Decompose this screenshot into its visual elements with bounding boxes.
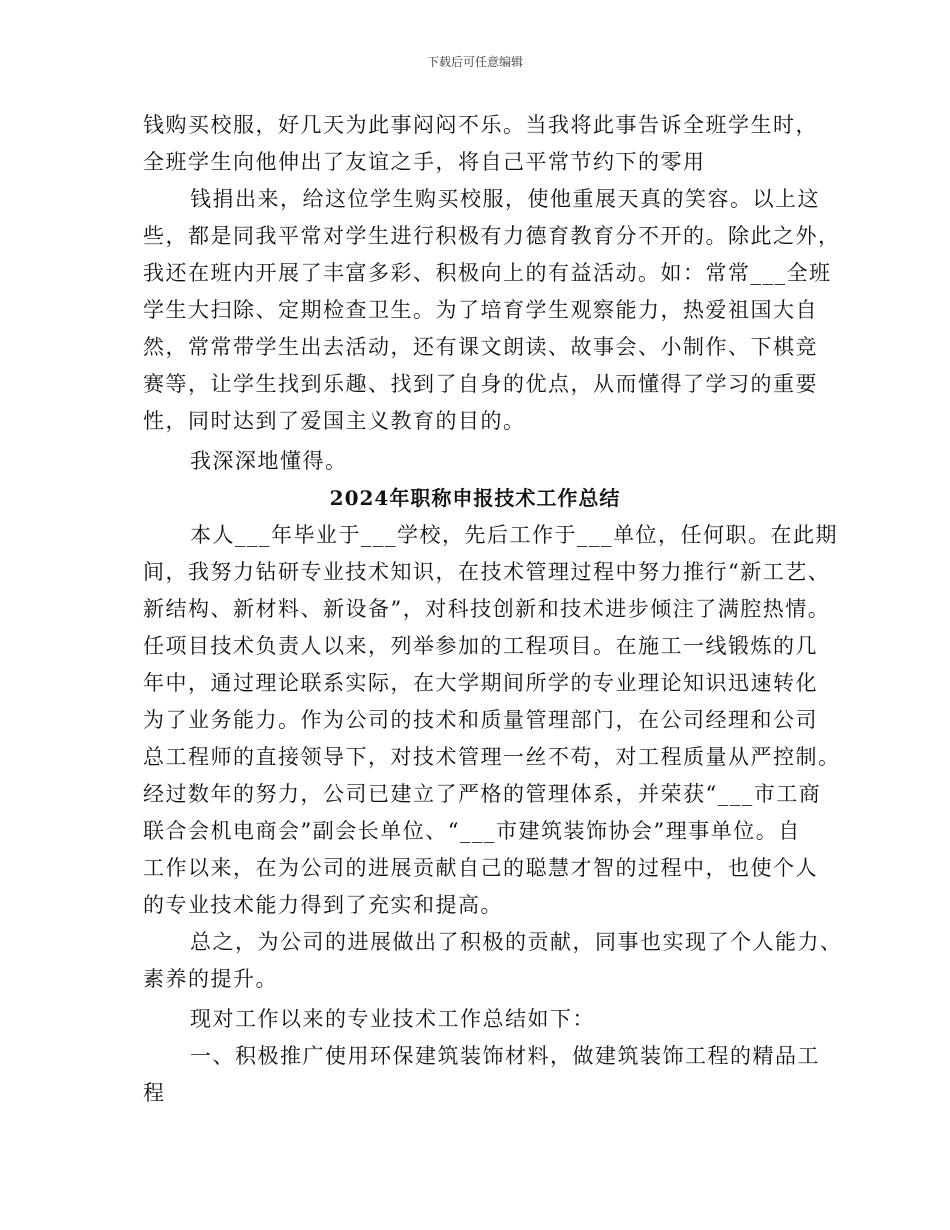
body-line: 工作以来，在为公司的进展贡献自己的聪慧才智的过程中，也使个人 (143, 856, 818, 880)
section-title: 2024年职称申报技术工作总结 (329, 486, 621, 510)
body-line: 钱捐出来，给这位学生购买校服，使他重展天真的笑容。以上这 (190, 187, 820, 211)
body-line: 为了业务能力。作为公司的技术和质量管理部门，在公司经理和公司 (143, 708, 818, 732)
body-line: 赛等，让学生找到乐趣、找到了自身的优点，从而懂得了学习的重要 (143, 372, 818, 396)
body-line: 总之，为公司的进展做出了积极的贡献，同事也实现了个人能力、 (190, 930, 843, 954)
body-line: 任项目技术负责人以来，列举参加的工程项目。在施工一线锻炼的几 (143, 634, 818, 658)
body-line: 性，同时达到了爱国主义教育的目的。 (143, 409, 526, 433)
body-line: 总工程师的直接领导下，对技术管理一丝不苟，对工程质量从严控制。 (143, 745, 841, 769)
body-line: 新结构、新材料、新设备”，对科技创新和技术进步倾注了满腔热情。 (143, 597, 831, 621)
body-line: 我深深地懂得。 (190, 449, 348, 473)
body-line: 联合会机电商会”副会长单位、“___市建筑装饰协会”理事单位。自 (143, 819, 801, 843)
body-line: 素养的提升。 (143, 967, 278, 991)
body-line: 的专业技术能力得到了充实和提高。 (143, 893, 503, 917)
body-line: 然，常常带学生出去活动，还有课文朗读、故事会、小制作、下棋竞 (143, 335, 818, 359)
body-line: 本人___年毕业于___学校，先后工作于___单位，任何职。在此期 (190, 523, 838, 547)
body-line: 现对工作以来的专业技术工作总结如下： (190, 1007, 595, 1031)
body-line: 钱购买校服，好几天为此事闷闷不乐。当我将此事告诉全班学生时， (143, 113, 818, 137)
body-line: 年中，通过理论联系实际，在大学期间所学的专业理论知识迅速转化 (143, 671, 818, 695)
page-header: 下载后可任意编辑 (426, 55, 523, 69)
body-line: 经过数年的努力，公司已建立了严格的管理体系，并荣获“___市工商 (143, 782, 822, 806)
body-line: 学生大扫除、定期检查卫生。为了培育学生观察能力，热爱祖国大自 (143, 298, 818, 322)
body-line: 些，都是同我平常对学生进行积极有力德育教育分不开的。除此之外， (143, 224, 841, 248)
body-line: 我还在班内开展了丰富多彩、积极向上的有益活动。如：常常___全班 (143, 261, 832, 285)
body-line: 全班学生向他伸出了友谊之手，将自己平常节约下的零用 (143, 150, 706, 174)
body-line: 间，我努力钻研专业技术知识，在技术管理过程中努力推行“新工艺、 (143, 560, 831, 584)
body-line: 程 (143, 1081, 166, 1105)
body-line: 一、积极推广使用环保建筑装饰材料，做建筑装饰工程的精品工 (190, 1044, 820, 1068)
